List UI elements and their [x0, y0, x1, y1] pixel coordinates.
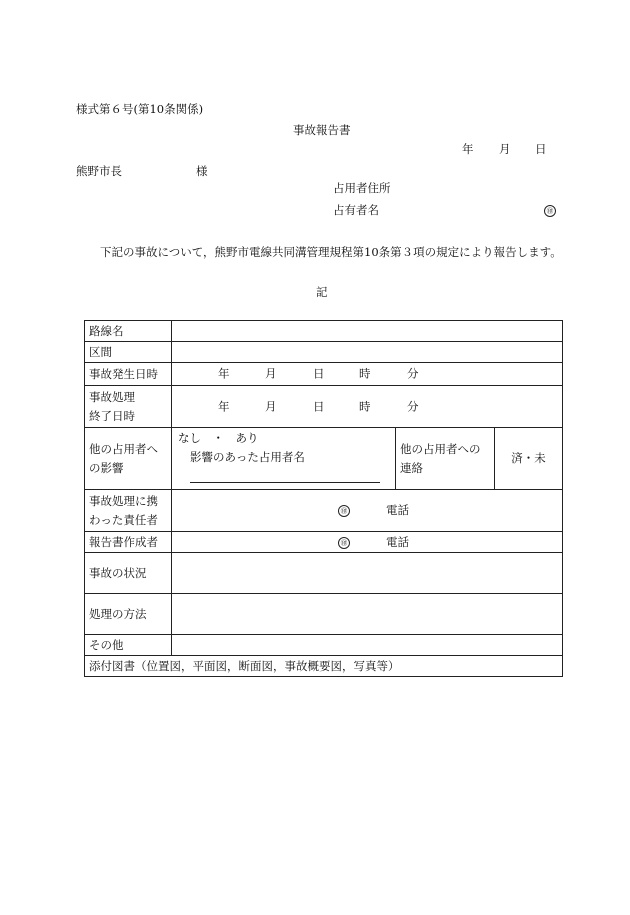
contact-status[interactable]: 済・未: [495, 428, 563, 490]
occ-month: 月: [265, 366, 277, 381]
row-accident-status: [85, 553, 563, 594]
addressee-suffix: 様: [196, 164, 208, 178]
report-author-label: 報告書作成者: [85, 532, 172, 553]
occ-year: 年: [218, 366, 230, 381]
end-hour: 時: [359, 399, 371, 413]
other-label: その他: [85, 635, 172, 656]
row-responsible: [85, 490, 563, 532]
processing-method-label: 処理の方法: [85, 594, 172, 635]
processing-end-label: [85, 386, 172, 428]
impact-label-line2: の影響: [89, 460, 124, 475]
contact-other-label: [396, 428, 495, 490]
row-processing-method: [85, 594, 563, 635]
row-report-author: [85, 532, 563, 553]
occ-minute: 分: [407, 366, 419, 381]
date-year: 年: [462, 142, 474, 156]
section-label: 区間: [85, 342, 172, 363]
accident-status-label: 事故の状況: [85, 553, 172, 594]
contact-label-line1: 他の占用者への: [400, 441, 481, 456]
row-section: [85, 342, 563, 363]
end-minute: 分: [407, 399, 419, 413]
other-field[interactable]: [172, 635, 563, 656]
row-attachments: [85, 656, 563, 677]
occurrence-label: 事故発生日時: [85, 363, 172, 386]
row-processing-end: [85, 386, 563, 428]
addressee: 熊野市長: [76, 164, 122, 178]
responsible-person-label: [85, 490, 172, 532]
date-day: 日: [535, 142, 547, 156]
row-occurrence: [85, 363, 563, 386]
route-name-label: 路線名: [85, 321, 172, 342]
section-field[interactable]: [172, 342, 563, 363]
document-title: 事故報告書: [293, 123, 351, 137]
row-other-occupant: [85, 428, 563, 490]
responsible-phone-label: 電話: [386, 503, 409, 517]
responsible-person-field[interactable]: [172, 490, 563, 532]
impact-options[interactable]: なし ・ あり: [178, 431, 259, 445]
occurrence-datetime-field[interactable]: [172, 363, 563, 386]
occ-hour: 時: [359, 366, 371, 381]
processing-end-datetime-field[interactable]: [172, 386, 563, 428]
report-table: [84, 320, 563, 677]
processing-end-label-line2: 終了日時: [89, 408, 135, 423]
route-name-field[interactable]: [172, 321, 563, 342]
accident-status-field[interactable]: [172, 553, 563, 594]
notice-text: 下記の事故について，熊野市電線共同溝管理規程第10条第３項の規定により報告します。: [100, 245, 562, 259]
row-route: [85, 321, 563, 342]
end-year: 年: [218, 399, 230, 413]
other-occupant-impact-label: [85, 428, 172, 490]
seal-mark-responsible: ㊞: [338, 505, 350, 517]
occ-day: 日: [313, 366, 325, 381]
impact-field[interactable]: [172, 428, 396, 490]
end-month: 月: [265, 399, 277, 413]
form-number: 様式第６号(第10条関係): [76, 102, 204, 116]
processing-method-field[interactable]: [172, 594, 563, 635]
seal-mark-author: ㊞: [338, 537, 350, 549]
seal-mark-header: ㊞: [544, 205, 556, 217]
affected-occupant-label: 影響のあった占用者名: [190, 450, 305, 464]
processing-end-label-line1: 事故処理: [89, 389, 135, 404]
row-other: [85, 635, 563, 656]
end-day: 日: [313, 399, 325, 413]
impact-label-line1: 他の占用者へ: [89, 441, 158, 456]
affected-occupant-underline[interactable]: [190, 482, 380, 483]
author-phone-label: 電話: [386, 535, 409, 549]
date-month: 月: [499, 142, 511, 156]
report-author-field[interactable]: [172, 532, 563, 553]
occupant-address-label: 占用者住所: [333, 181, 391, 195]
occupant-name-label: 占有者名: [333, 203, 379, 217]
responsible-label-line2: わった責任者: [89, 512, 158, 527]
contact-label-line2: 連絡: [400, 460, 423, 475]
ki-label: 記: [316, 285, 328, 299]
notice-paragraph: [76, 242, 564, 263]
attachments-label: 添付図書（位置図，平面図，断面図，事故概要図，写真等）: [85, 656, 563, 677]
responsible-label-line1: 事故処理に携: [89, 493, 158, 508]
